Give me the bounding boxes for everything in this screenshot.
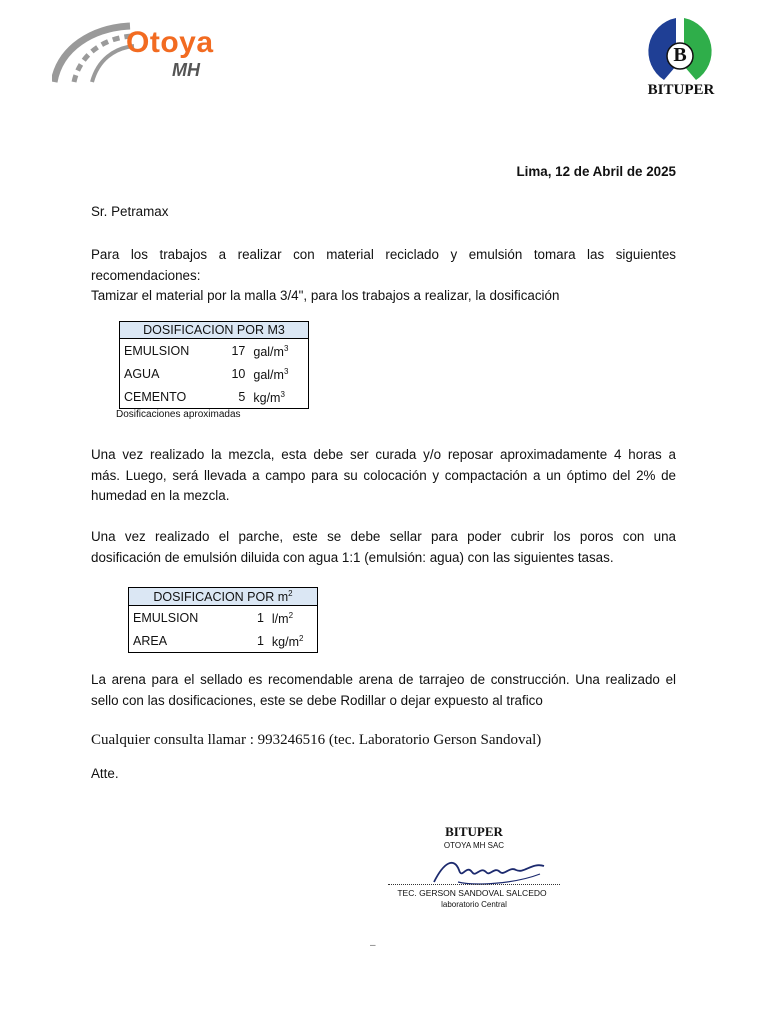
sand-paragraph bbox=[91, 670, 676, 711]
table-cell-value: 17 bbox=[231, 343, 246, 358]
sealing-paragraph bbox=[91, 527, 676, 568]
paragraph-line: La arena para el sellado es recomendable arena de tarrajeo de construcción. Una realizado el bbox=[91, 672, 676, 687]
otoya-logo bbox=[52, 18, 222, 86]
stamp-role: laboratorio Central bbox=[441, 900, 507, 909]
letter-date: Lima, 12 de Abril de 2025 bbox=[516, 164, 676, 179]
table-cell-value: 1 bbox=[256, 633, 264, 648]
paragraph-line: dosificación de emulsión diluida con agua 1:1 (emulsión: agua) con las siguientes tasas. bbox=[91, 549, 614, 565]
table-row bbox=[120, 339, 309, 363]
paragraph-line: más. Luego, será llevada a campo para su colocación y compactación a un óptimo del 2% de bbox=[91, 467, 676, 483]
paragraph-line: Una vez realizado la mezcla, esta debe ser curada y/o reposar aproximadamente 4 horas a bbox=[91, 447, 676, 462]
table-cell-name: EMULSION bbox=[124, 343, 190, 358]
stamp-sub: OTOYA MH SAC bbox=[443, 841, 505, 850]
table-row bbox=[120, 385, 309, 409]
table-note: Dosificaciones aproximadas bbox=[116, 409, 241, 420]
table-cell-name: AREA bbox=[133, 633, 168, 648]
stamp-name: TEC. GERSON SANDOVAL SALCEDO bbox=[397, 888, 547, 898]
footer-mark: – bbox=[370, 940, 376, 951]
intro-line: Tamizar el material por la malla 3/4", para los trabajos a realizar, la dosificación bbox=[91, 288, 560, 303]
signature-line bbox=[388, 884, 560, 885]
table-cell-name: AGUA bbox=[124, 366, 160, 381]
table-cell-value: 1 bbox=[256, 610, 264, 625]
closing: Atte. bbox=[91, 766, 119, 781]
intro-paragraph bbox=[91, 245, 676, 307]
table-cell-unit: gal/$m^3$ bbox=[253, 367, 289, 383]
table-cell-value: 5 bbox=[238, 389, 246, 404]
signature-scrawl-icon bbox=[414, 852, 564, 892]
salutation: Sr. Petramax bbox=[91, 204, 169, 219]
table-cell-unit: $kg/m^3$ bbox=[253, 390, 285, 406]
table-row bbox=[120, 362, 309, 385]
table-cell-value: 10 bbox=[231, 366, 246, 381]
signature-stamp bbox=[384, 824, 564, 924]
otoya-logo-text: Otoya bbox=[126, 26, 214, 59]
contact-line: Cualquier consulta llamar : 993246516 (tec. Laboratorio Gerson Sandoval) bbox=[91, 732, 542, 748]
stamp-company: BITUPER bbox=[445, 824, 503, 839]
table-cell-name: CEMENTO bbox=[124, 389, 187, 404]
paragraph-line: sello con las dosificaciones, este se debe Rodillar o dejar expuesto al trafico bbox=[91, 692, 543, 708]
table-title: DOSIFICACION POR M3 bbox=[120, 322, 309, 339]
paragraph-line: Una vez realizado el parche, este se debe sellar para poder cubrir los poros con una bbox=[91, 529, 676, 544]
otoya-logo-sub: MH bbox=[172, 60, 200, 80]
bituper-logo bbox=[638, 14, 722, 100]
paragraph-line: humedad en la mezcla. bbox=[91, 488, 230, 503]
table-title: DOSIFICACION POR $m^2$ bbox=[129, 588, 318, 606]
dosage-table-m2 bbox=[128, 587, 318, 653]
table-cell-unit: $kg/m^2$ bbox=[271, 634, 304, 650]
bituper-logo-letter: B bbox=[673, 44, 687, 66]
table-cell-unit: $l/m^2$ bbox=[271, 611, 294, 627]
intro-line: Para los trabajos a realizar con material reciclado y emulsión tomara las siguientes bbox=[91, 247, 676, 262]
table-row bbox=[129, 606, 318, 630]
dosage-table-m3 bbox=[119, 321, 309, 409]
table-row bbox=[129, 629, 318, 653]
intro-line: recomendaciones: bbox=[91, 267, 201, 283]
bituper-logo-text: BITUPER bbox=[647, 82, 715, 98]
curing-paragraph bbox=[91, 445, 676, 507]
table-cell-unit: gal/$m^3$ bbox=[253, 344, 289, 360]
table-cell-name: EMULSION bbox=[133, 610, 199, 625]
